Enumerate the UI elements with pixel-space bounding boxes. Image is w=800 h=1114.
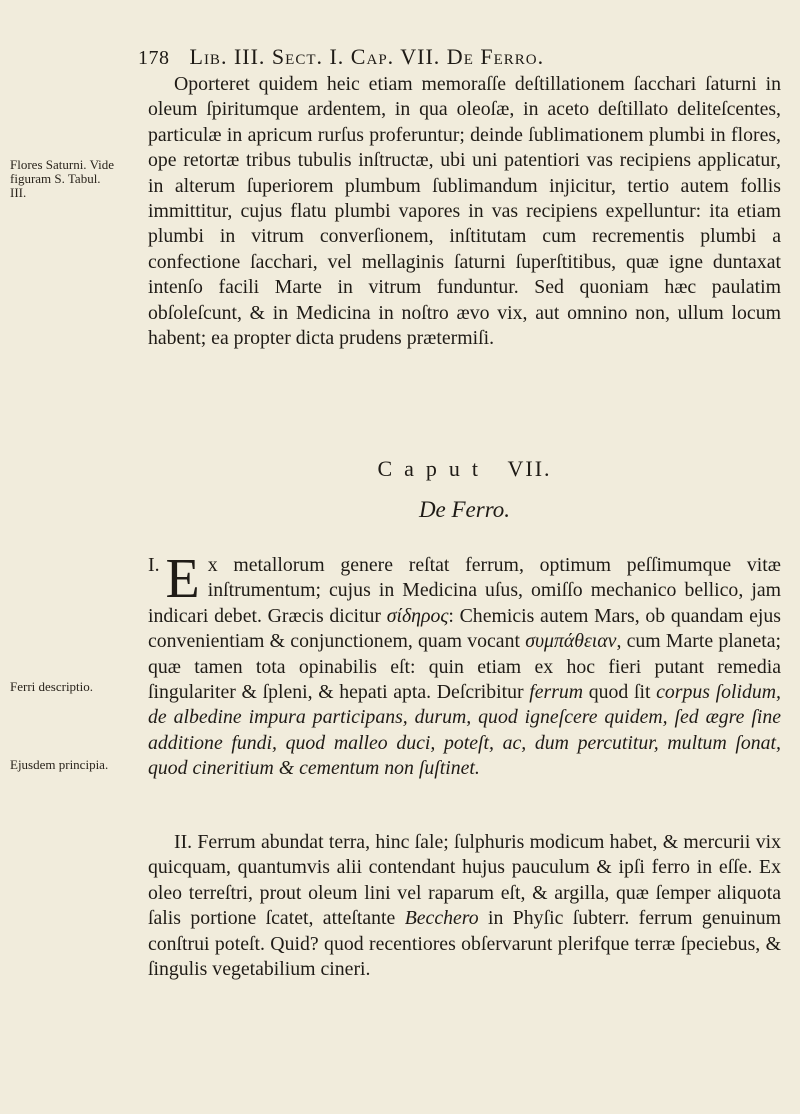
p3-text-2: in Phyſic ſubterr. ferrum genuinum conſtrui poteſt. Quid? quod recentiores obſervarunt plerifque terræ ſpeciebus, & ſingulis vegetabilium cineri. — [148, 907, 781, 981]
paragraph-ferrum-descriptio — [148, 548, 782, 782]
chapter-subtitle: De Ferro. — [418, 497, 511, 522]
italic-ferrum: ferrum — [529, 681, 584, 704]
drop-cap: E — [165, 548, 200, 610]
paragraph-destillatio: Oporteret quidem heic etiam memoraſſe deſtillationem ſacchari ſaturni in oleum ſpiritumque ardentem, in qua oleoſæ, in aceto deſtillato deliteſcentes, particulæ in apricum rurſus proferuntur; deinde ſublimationem plumbi in flores, ope retortæ tribus tubulis inſtructæ, ubi uni patentiori vas recipiens applicatur, in alterum ſuperiorem plumbum ſublimandum injicitur, tertio autem follis immittitur, cujus flatu plumbi vapores in vas recipiens expelluntur: ita etiam plumbi in vitrum converſionem, inſtitutam cum recrementis plumbi a confectione ſacchari, vel mellaginis ſaturni ſuperſtitibus, quæ igne duntaxat intenſo facili Marte in vitrum funduntur. Sed quoniam hæc paulatim obſoleſcunt, & in Medicina in noſtro ævo vix, aut omnino non, ullum locum habent; ea propter dicta prudens prætermiſi. — [148, 73, 781, 350]
margin-note-ferri-descriptio: Ferri descriptio. — [10, 679, 94, 694]
chapter-label: Caput — [377, 456, 490, 481]
section-number-1: I. — [148, 554, 160, 576]
p2-text-1: x metallorum genere reſtat ferrum, optimum peſſimumque vitæ inſtrumentum; cujus in Medicina uſus, omiſſo mechanico bellico, jam indicari debet. Græcis dicitur — [148, 554, 781, 627]
chapter-number: VII. — [507, 456, 552, 481]
p3-text-1: II. Ferrum abundat terra, hinc ſale; ſulphuris modicum habet, & mercurii vix quicquam, quantumvis alii contendant hujus pauculum & ipſi ferro in eſſe. Ex oleo terreſtri, prout oleum lini vel raparum eſt, & argilla, quæ ſemper aliquota ſalis portione ſcatet, atteſtante — [148, 831, 781, 930]
margin-note-flores-saturni: Flores Saturni. Vide figuram S. Tabul. III. — [10, 157, 115, 200]
chapter-heading — [148, 456, 781, 482]
p2-text-3: , cum Marte planeta; quæ tamen tota opinabilis eſt: quin etiam ex hoc fieri putant remedia ſingulariter & ſpleni, & hepati apta. Deſcribitur — [148, 630, 782, 704]
paragraph-ferrum-principia — [148, 830, 781, 982]
greek-sympatheia: συμπάθειαν — [525, 630, 617, 653]
greek-sideros: σίδηρος — [386, 604, 449, 627]
p2-text-2: : Chemicis autem Mars, ob quandam ejus convenientiam & conjunctionem, quam vocant — [148, 604, 781, 653]
margin-note-ejusdem-principia: Ejusdem principia. — [10, 757, 109, 772]
running-header — [138, 44, 778, 70]
p2-text-4: quod ſit — [588, 681, 651, 704]
running-title: Lib. III. Sect. I. Cap. VII. De Ferro. — [189, 44, 545, 69]
page-number: 178 — [138, 47, 170, 69]
italic-becchero: Becchero — [404, 907, 479, 930]
italic-definition: corpus ſolidum, de albedine impura participans, durum, quod igneſcere quidem, ſed ægre ſine additione fundi, quod malleo duci, poteſt, ac, dum percutitur, multum ſonat, quod cineritium & cementum non ſuſtinet. — [148, 681, 781, 780]
